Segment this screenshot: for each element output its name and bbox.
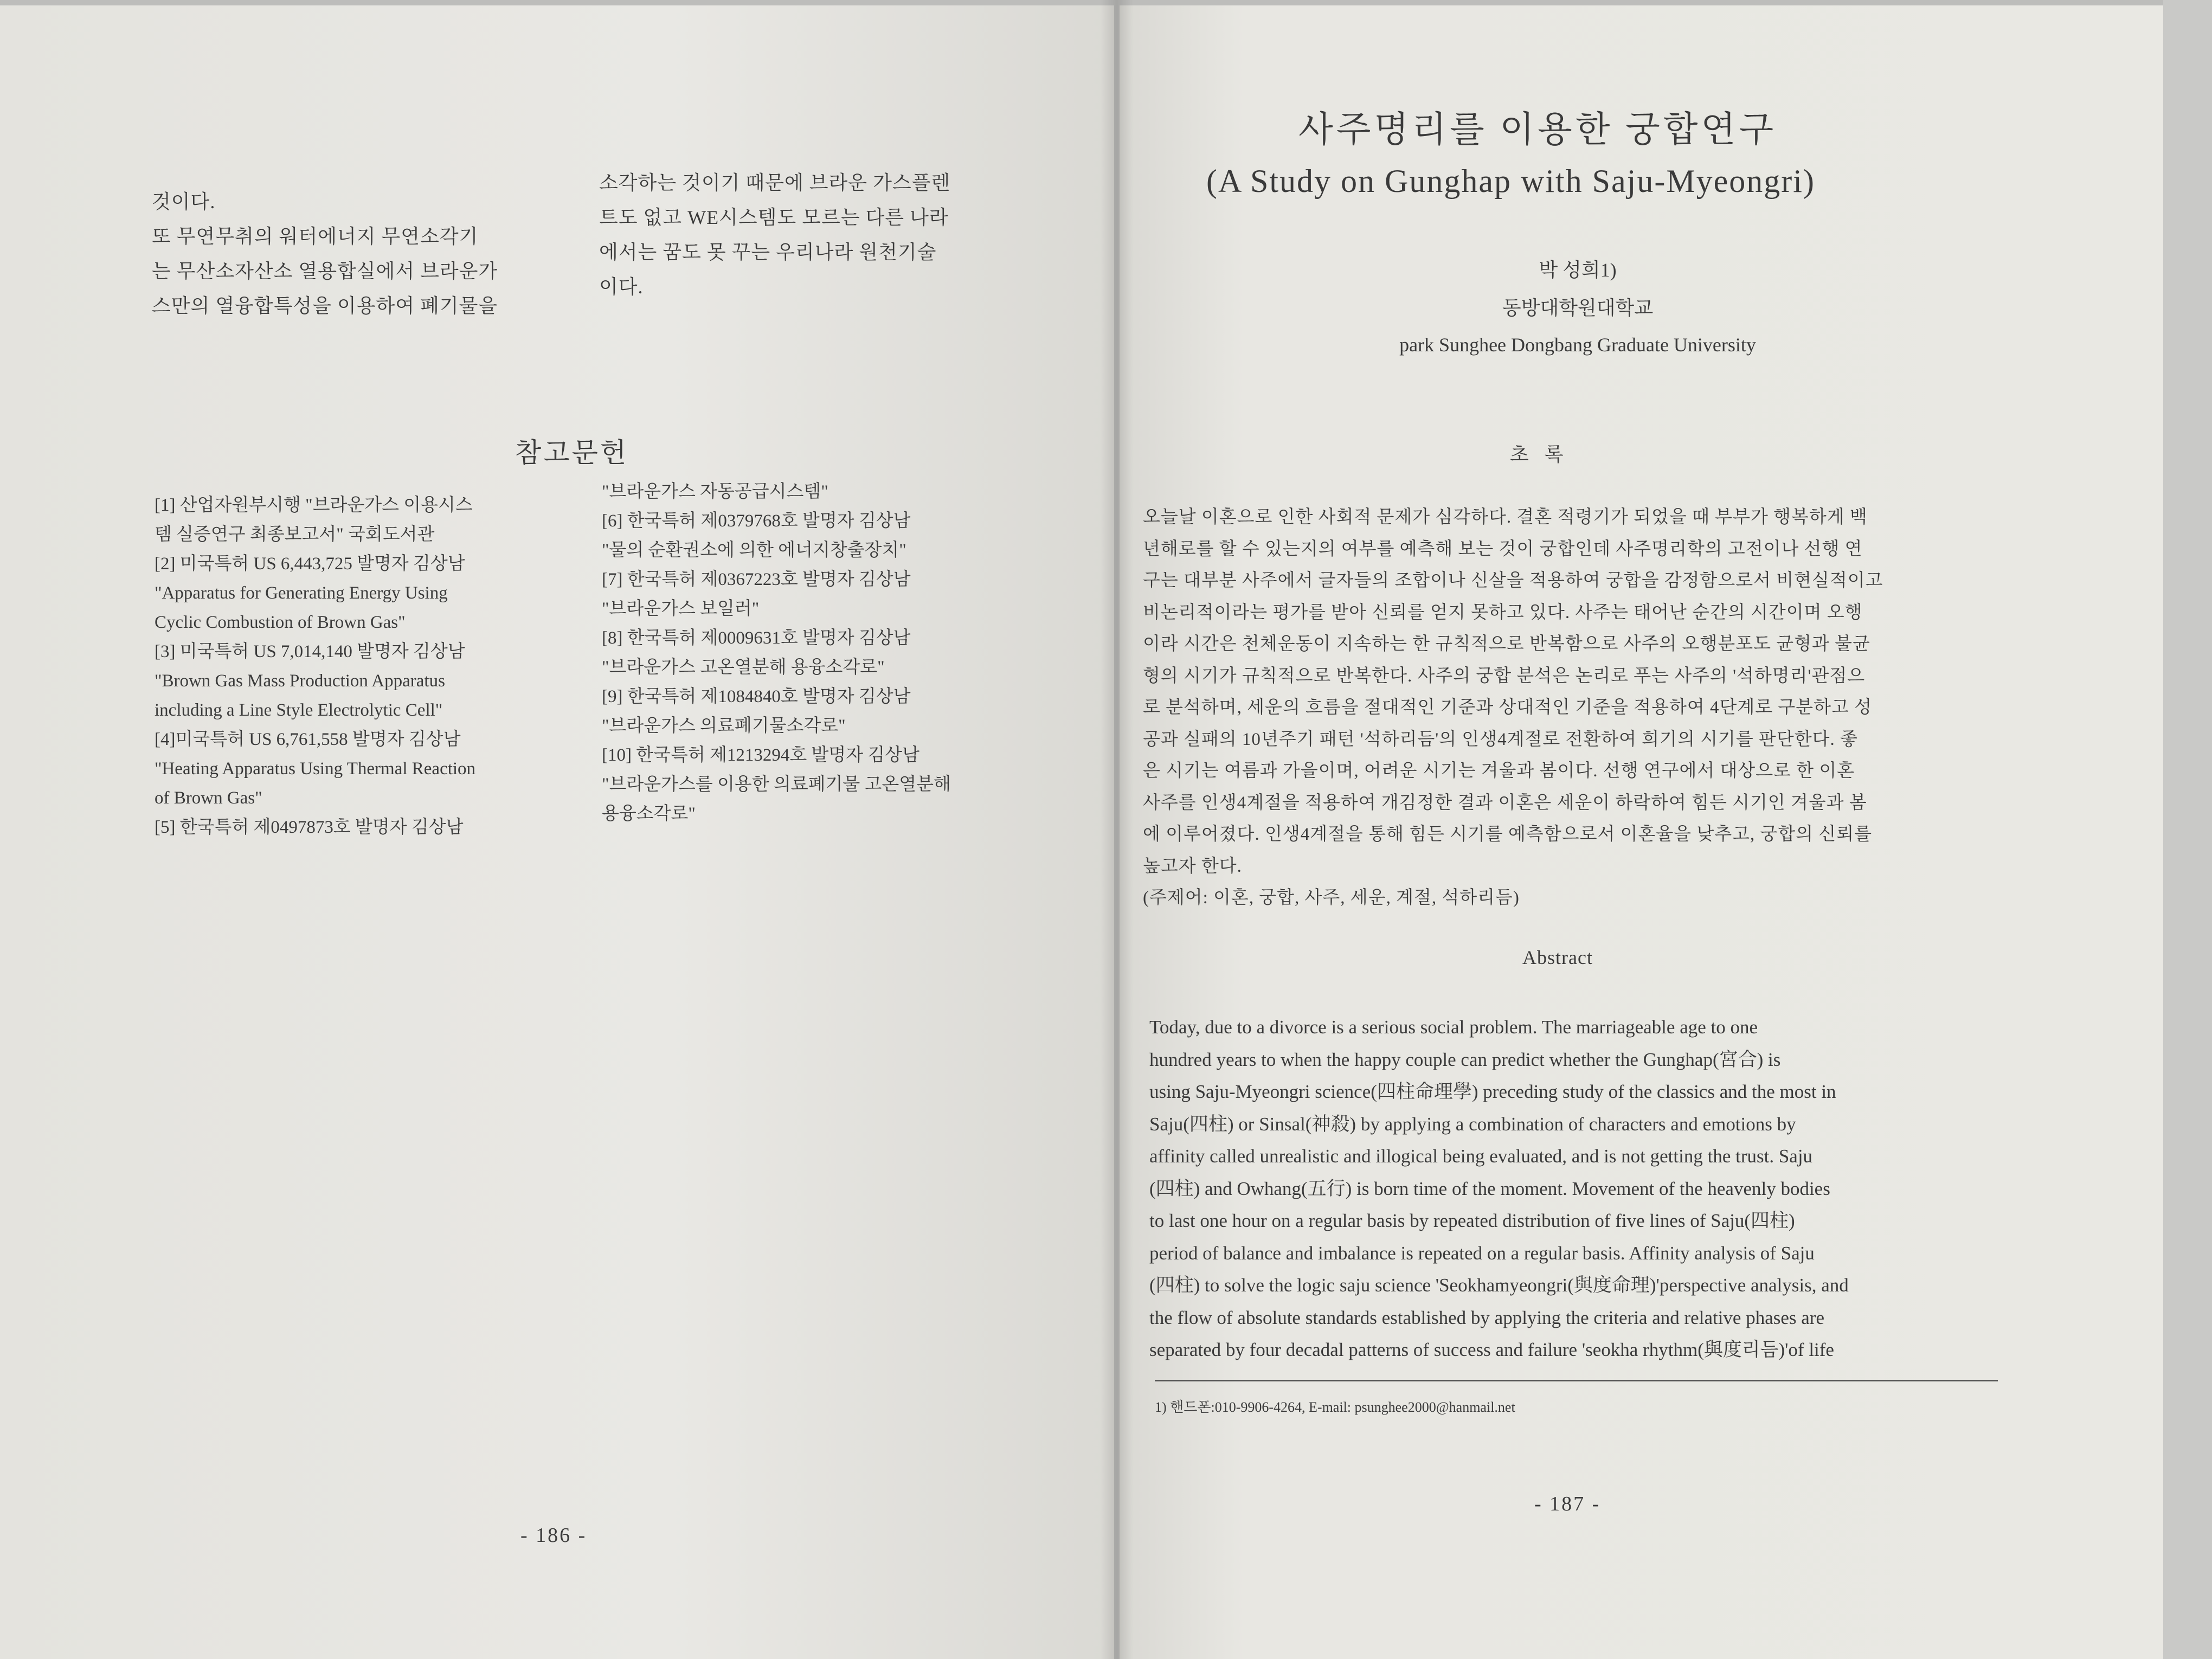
reference-line: "Brown Gas Mass Production Apparatus xyxy=(155,671,445,691)
references-column-2 xyxy=(602,477,1000,828)
reference-line: [10] 한국특허 제1213294호 발명자 김상남 xyxy=(602,745,920,765)
abstract-line: (四柱) to solve the logic saju science 'Seokhamyeongri(與度命理)'perspective analysis, and xyxy=(1149,1275,1849,1296)
abstract-line: 구는 대부분 사주에서 글자들의 조합이나 신살을 적용하여 궁합을 감정함으로서 비현실적이고 xyxy=(1143,571,1883,590)
book-gutter-shadow xyxy=(1101,0,1133,1659)
abstract-line: 오늘날 이혼으로 인한 사회적 문제가 심각하다. 결혼 적령기가 되었을 때 부부가 행복하게 백 xyxy=(1143,507,1868,527)
references-column-1 xyxy=(155,491,550,842)
text-line: 트도 없고 WE시스템도 모르는 다른 나라 xyxy=(599,207,949,228)
abstract-english-heading: Abstract xyxy=(1522,947,1593,968)
paper-title-english: (A Study on Gunghap with Saju-Myeongri) xyxy=(1206,163,1815,199)
abstract-line: (주제어: 이혼, 궁합, 사주, 세운, 계절, 석하리듬) xyxy=(1143,888,1520,908)
reference-line: "Heating Apparatus Using Thermal Reaction xyxy=(155,759,476,779)
reference-line: "브라운가스를 이용한 의료폐기물 고온열분해 xyxy=(602,775,951,794)
reference-line: [9] 한국특허 제1084840호 발명자 김상남 xyxy=(602,687,911,706)
reference-line: 용융소각로" xyxy=(602,804,696,824)
references-heading: 참고문헌 xyxy=(515,438,629,468)
abstract-line: period of balance and imbalance is repeated on a regular basis. Affinity analysis of Saju xyxy=(1149,1242,1815,1264)
reference-line: "브라운가스 자동공급시스템" xyxy=(602,482,828,501)
page-number-right: - 187 - xyxy=(1534,1493,1601,1515)
abstract-korean-heading: 초 록 xyxy=(1510,443,1569,465)
abstract-line: using Saju-Myeongri science(四柱命理學) preceding study of the classics and the most in xyxy=(1149,1081,1836,1102)
abstract-line: affinity called unrealistic and illogical being evaluated, and is not getting the trust. Saju xyxy=(1149,1146,1813,1167)
reference-line: "브라운가스 보일러" xyxy=(602,599,760,619)
author-name: 박 성희1) xyxy=(1539,259,1617,281)
reference-line: "브라운가스 고온열분해 용융소각로" xyxy=(602,658,885,677)
text-line: 또 무연무취의 워터에너지 무연소각기 xyxy=(152,226,479,247)
paper-title-korean: 사주명리를 이용한 궁합연구 xyxy=(1298,110,1777,150)
abstract-line: 높고자 한다. xyxy=(1143,856,1242,876)
abstract-line: (四柱) and Owhang(五行) is born time of the moment. Movement of the heavenly bodies xyxy=(1149,1178,1830,1199)
reference-line: [2] 미국특허 US 6,443,725 발명자 김상남 xyxy=(155,554,465,574)
reference-line: of Brown Gas" xyxy=(155,788,262,808)
abstract-line: 이라 시간은 천체운동이 지속하는 한 규칙적으로 반복함으로 사주의 오행분포도 균형과 불균 xyxy=(1143,634,1870,654)
reference-line: [1] 산업자원부시행 "브라운가스 이용시스 xyxy=(155,496,473,515)
abstract-line: Today, due to a divorce is a serious social problem. The marriageable age to one xyxy=(1149,1017,1758,1038)
reference-line: [7] 한국특허 제0367223호 발명자 김상남 xyxy=(602,570,911,589)
reference-line: [6] 한국특허 제0379768호 발명자 김상남 xyxy=(602,511,911,531)
reference-line: [3] 미국특허 US 7,014,140 발명자 김상남 xyxy=(155,642,465,661)
reference-line: [4]미국특허 US 6,761,558 발명자 김상남 xyxy=(155,730,461,749)
text-line: 는 무산소자산소 열용합실에서 브라운가 xyxy=(152,260,498,282)
abstract-line: 에 이루어졌다. 인생4계절을 통해 힘든 시기를 예측함으로서 이혼율을 낮추고, 궁합의 신뢰를 xyxy=(1143,825,1872,844)
body-text-column-1 xyxy=(152,184,553,323)
reference-line: "브라운가스 의료폐기물소각로" xyxy=(602,716,846,736)
abstract-line: to last one hour on a regular basis by repeated distribution of five lines of Saju(四柱) xyxy=(1149,1210,1795,1231)
abstract-line: separated by four decadal patterns of success and failure 'seokha rhythm(與度리듬)'of life xyxy=(1149,1339,1834,1360)
reference-line: including a Line Style Electrolytic Cell" xyxy=(155,700,443,720)
text-line: 것이다. xyxy=(152,191,216,213)
abstract-line: 비논리적이라는 평가를 받아 신뢰를 얻지 못하고 있다. 사주는 태어난 순간의 시간이며 오행 xyxy=(1143,602,1863,622)
author-english: park Sunghee Dongbang Graduate University xyxy=(1399,334,1756,356)
author-affiliation: 동방대학원대학교 xyxy=(1502,297,1654,319)
abstract-korean-body xyxy=(1143,501,1967,914)
abstract-english-body xyxy=(1149,1011,1990,1366)
abstract-line: 공과 실패의 10년주기 패턴 '석하리듬'의 인생4계절로 전환하여 희기의 시기를 판단한다. 좋 xyxy=(1143,729,1858,749)
text-line: 에서는 꿈도 못 꾸는 우리나라 원천기술 xyxy=(599,241,937,263)
page-number-left: - 186 - xyxy=(520,1524,587,1547)
abstract-line: hundred years to when the happy couple can predict whether the Gunghap(宮合) is xyxy=(1149,1049,1781,1070)
reference-line: "Apparatus for Generating Energy Using xyxy=(155,583,448,603)
abstract-line: 로 분석하며, 세운의 흐름을 절대적인 기준과 상대적인 기준을 적용하여 4단계로 구분하고 성 xyxy=(1143,698,1872,717)
reference-line: [5] 한국특허 제0497873호 발명자 김상남 xyxy=(155,818,464,837)
abstract-line: 년해로를 할 수 있는지의 여부를 예측해 보는 것이 궁합인데 사주명리학의 고전이나 선행 연 xyxy=(1143,539,1863,559)
abstract-line: Saju(四柱) or Sinsal(神殺) by applying a combination of characters and emotions by xyxy=(1149,1113,1796,1135)
abstract-line: 형의 시기가 규칙적으로 반복한다. 사주의 궁합 분석은 논리로 푸는 사주의 '석하명리'관점으 xyxy=(1143,666,1866,686)
reference-line: Cyclic Combustion of Brown Gas" xyxy=(155,613,406,632)
reference-line: 템 실증연구 최종보고서" 국회도서관 xyxy=(155,525,435,544)
footnote: 1) 핸드폰:010-9906-4264, E-mail: psunghee2000@hanmail.net xyxy=(1155,1399,1515,1415)
footnote-rule xyxy=(1155,1380,1998,1381)
text-line: 이다. xyxy=(599,276,644,298)
reference-line: [8] 한국특허 제0009631호 발명자 김상남 xyxy=(602,628,911,648)
text-line: 스만의 열융합특성을 이용하여 폐기물을 xyxy=(152,295,498,317)
body-text-column-2 xyxy=(599,165,1000,304)
text-line: 소각하는 것이기 때문에 브라운 가스플렌 xyxy=(599,172,951,194)
page-edge xyxy=(2163,0,2212,1659)
reference-line: "물의 순환권소에 의한 에너지창출장치" xyxy=(602,541,906,560)
abstract-line: the flow of absolute standards established by applying the criteria and relative phases are xyxy=(1149,1307,1824,1328)
abstract-line: 사주를 인생4계절을 적용하여 개김정한 결과 이혼은 세운이 하락하여 힘든 시기인 겨울과 봄 xyxy=(1143,793,1867,813)
abstract-line: 은 시기는 여름과 가을이며, 어려운 시기는 겨울과 봄이다. 선행 연구에서 대상으로 한 이혼 xyxy=(1143,761,1855,781)
